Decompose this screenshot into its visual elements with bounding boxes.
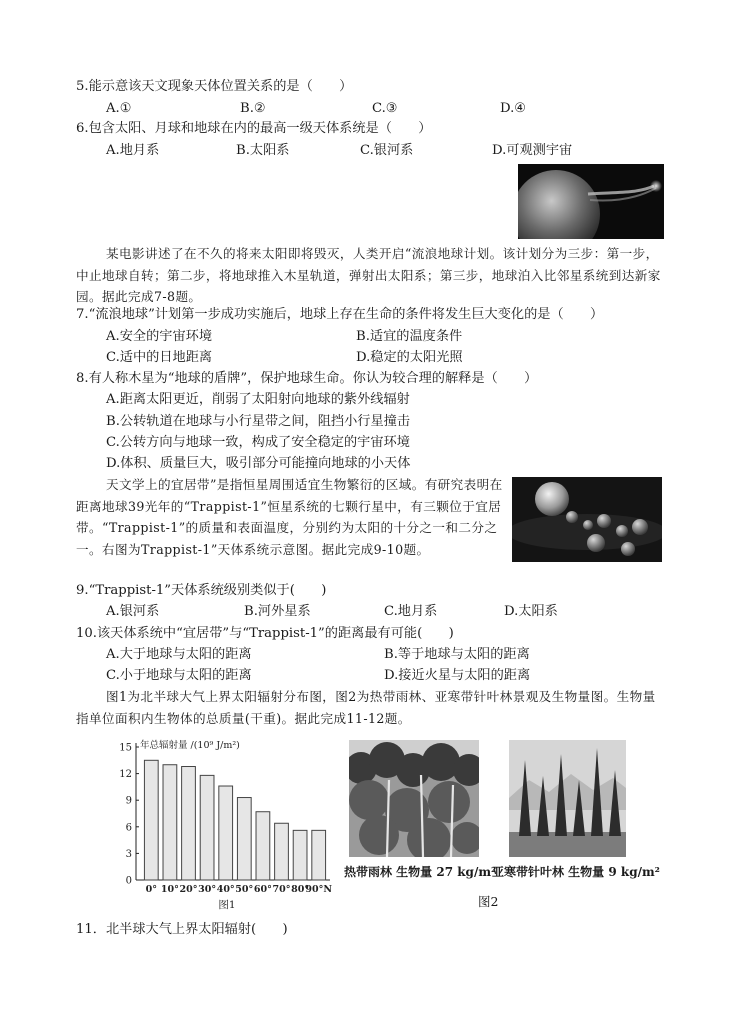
rainforest-photo	[349, 740, 479, 857]
passage-trappist: 天文学上的宜居带”是指恒星周围适宜生物繁衍的区域。有研究表明在距离地球39光年的“Trappist-1”恒星系统的七颗行星中，有三颗位于宜居带。“Trappist-1”的质量和表面温度，分别约为太阳的十分之一和二分之一。右图为Trappist-1”天体系统示意图。据此完成9-10题。	[76, 477, 503, 557]
rainforest-caption: 热带雨林 生物量 27 kg/m²	[344, 865, 497, 879]
q10-option-b: B.等于地球与太阳的距离	[384, 647, 530, 662]
q7-option-a: A.安全的宇宙环境	[106, 329, 213, 344]
bar	[182, 767, 196, 880]
figure2-label: 图2	[478, 894, 499, 909]
bar	[293, 830, 307, 880]
q9-option-a: A.银河系	[106, 604, 160, 619]
q5-option-c: C.③	[372, 101, 398, 116]
q6-stem: 6.包含太阳、月球和地球在内的最高一级天体系统是（ ）	[76, 121, 432, 136]
q5-option-a: A.①	[106, 101, 132, 116]
q7-option-c: C.适中的日地距离	[106, 350, 213, 365]
q5-option-b: B.②	[240, 101, 266, 116]
bar	[163, 765, 177, 880]
passage-wandering-earth: 某电影讲述了在不久的将来太阳即将毁灭，人类开启“流浪地球计划。该计划分为三步：第一步，中止地球自转；第二步，将地球推入木星轨道，弹射出太阳系；第三步，地球泊入比邻星系统到达新家园。据此完成7-8题。	[76, 246, 661, 304]
q7-option-b: B.适宜的温度条件	[356, 329, 463, 344]
q11-stem: 11．北半球大气上界太阳辐射( )	[76, 922, 288, 937]
y-tick-label: 15	[119, 742, 132, 754]
bar	[237, 798, 251, 880]
x-tick-label: 0°	[145, 884, 157, 895]
q6-option-a: A.地月系	[106, 143, 160, 158]
q6-option-b: B.太阳系	[236, 143, 290, 158]
passage-radiation: 图1为北半球大气上界太阳辐射分布图，图2为热带雨林、亚寒带针叶林景观及生物量图。生物量指单位面积内生物体的总质量(干重)。据此完成11-12题。	[76, 689, 656, 726]
q8-option-a: A.距离太阳更近，削弱了太阳射向地球的紫外线辐射	[106, 392, 410, 407]
q10-option-d: D.接近火星与太阳的距离	[384, 668, 531, 683]
q7-stem: 7.“流浪地球”计划第一步成功实施后，地球上存在生命的条件将发生巨大变化的是（ ）	[76, 307, 604, 322]
x-tick-label: 80°	[291, 884, 310, 895]
q10-option-c: C.小于地球与太阳的距离	[106, 668, 252, 683]
x-tick-label: 40°	[216, 884, 235, 895]
x-tick-label: 10°	[160, 884, 179, 895]
q8-option-d: D.体积、质量巨大，吸引部分可能撞向地球的小天体	[106, 456, 411, 471]
q8-stem: 8.有人称木星为“地球的盾牌”，保护地球生命。你认为较合理的解释是（ ）	[76, 371, 538, 386]
q9-option-b: B.河外星系	[244, 604, 311, 619]
figure1-label: 图1	[218, 899, 236, 911]
x-tick-label: 70°	[272, 884, 291, 895]
q6-option-d: D.可观测宇宙	[492, 143, 573, 158]
q10-option-a: A.大于地球与太阳的距离	[106, 647, 252, 662]
q5-stem: 5.能示意该天文现象天体位置关系的是（ ）	[76, 79, 353, 94]
chart-bars	[144, 760, 325, 880]
radiation-bar-chart	[112, 735, 347, 915]
coniferous-forest-photo	[509, 740, 626, 857]
y-tick-label: 0	[125, 875, 132, 887]
x-tick-label: 90°N	[305, 884, 333, 895]
q6-option-c: C.银河系	[360, 143, 414, 158]
y-tick-label: 6	[125, 822, 132, 834]
y-axis-label: 年总辐射量 /(10⁹ J/m²)	[140, 740, 240, 751]
x-tick-label: 20°	[179, 884, 198, 895]
q8-option-c: C.公转方向与地球一致，构成了安全稳定的宇宙环境	[106, 435, 410, 450]
bar	[256, 812, 270, 880]
q9-option-d: D.太阳系	[504, 604, 558, 619]
bar	[312, 830, 326, 880]
x-tick-label: 30°	[198, 884, 217, 895]
bar	[144, 760, 158, 880]
x-tick-label: 50°	[235, 884, 254, 895]
q9-stem: 9.“Trappist-1”天体系统级别类似于( )	[76, 583, 327, 598]
y-tick-label: 12	[119, 769, 132, 781]
bar	[200, 775, 214, 880]
q5-option-d: D.④	[500, 101, 527, 116]
coniferous-caption: 亚寒带针叶林 生物量 9 kg/m²	[492, 865, 660, 879]
q8-option-b: B.公转轨道在地球与小行星带之间，阻挡小行星撞击	[106, 414, 411, 429]
bar	[219, 786, 233, 880]
q10-stem: 10.该天体系统中“宜居带”与“Trappist-1”的距离最有可能( )	[76, 626, 454, 641]
y-tick-label: 9	[125, 795, 132, 807]
bar	[275, 823, 289, 880]
x-tick-label: 60°	[253, 884, 272, 895]
q9-option-c: C.地月系	[384, 604, 438, 619]
planet-photo	[518, 164, 664, 239]
y-tick-label: 3	[125, 848, 132, 860]
q7-option-d: D.稳定的太阳光照	[356, 350, 463, 365]
trappist-photo	[512, 477, 662, 562]
